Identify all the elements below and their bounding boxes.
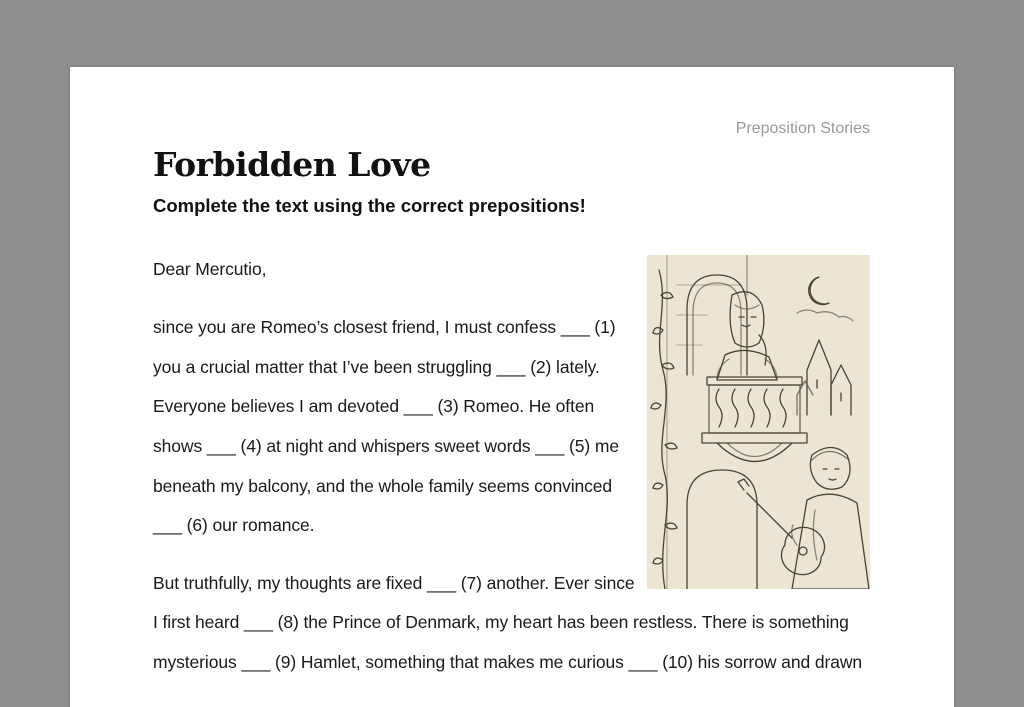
text-line: beneath my balcony, and the whole family seems convinced xyxy=(153,476,613,496)
balcony-scene-illustration xyxy=(647,255,870,589)
series-label: Preposition Stories xyxy=(735,120,870,137)
text-line: ___ (6) our romance. xyxy=(153,515,315,535)
worksheet-page xyxy=(70,67,954,707)
text-line: I first heard ___ (8) the Prince of Denmark, my heart has been restless. There is something xyxy=(153,612,849,632)
text-line: Everyone believes I am devoted ___ (3) Romeo. He often xyxy=(153,396,595,416)
page-title: Forbidden Love xyxy=(153,145,431,184)
instructions: Complete the text using the correct prepositions! xyxy=(153,195,586,216)
letter-greeting: Dear Mercutio, xyxy=(153,259,267,279)
text-line: mysterious ___ (9) Hamlet, something that makes me curious ___ (10) his sorrow and drawn xyxy=(153,652,863,672)
text-line: But truthfully, my thoughts are fixed ___ (7) another. Ever since xyxy=(153,573,635,593)
text-line: since you are Romeo’s closest friend, I must confess ___ (1) xyxy=(153,317,616,337)
text-line: you a crucial matter that I’ve been struggling ___ (2) lately. xyxy=(153,357,600,377)
text-line: shows ___ (4) at night and whispers sweet words ___ (5) me xyxy=(153,436,619,456)
